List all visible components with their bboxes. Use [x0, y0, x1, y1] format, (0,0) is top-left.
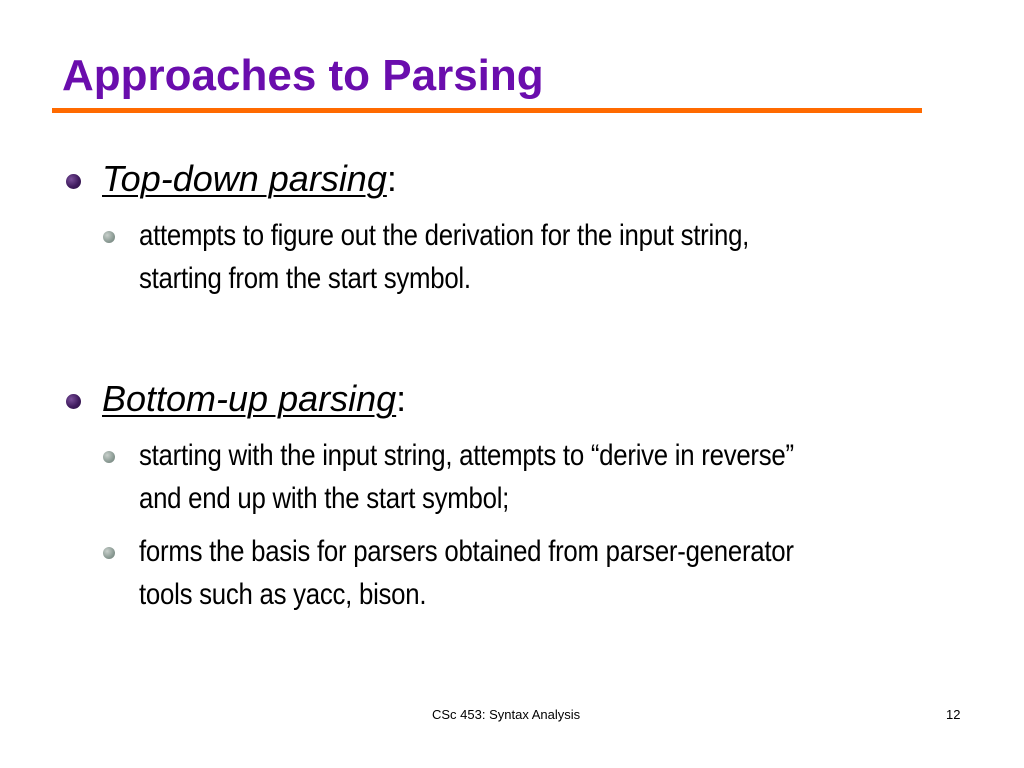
sub-bullet-dot-icon — [103, 547, 115, 559]
bullet-dot-icon — [66, 174, 81, 189]
sub-bullet-line: starting with the input string, attempts to “derive in reverse” — [139, 439, 794, 472]
bullet-bottom-up — [102, 377, 406, 421]
sub-bullet-line: starting from the start symbol. — [139, 262, 471, 295]
bullet-term-suffix: : — [386, 158, 397, 199]
sub-bullet-line: and end up with the start symbol; — [139, 482, 510, 515]
sub-bullet-line: forms the basis for parsers obtained from parser-generator — [139, 535, 794, 568]
page-number: 12 — [946, 707, 961, 722]
slide-title: Approaches to Parsing — [62, 51, 544, 100]
sub-bullet-dot-icon — [103, 231, 115, 243]
sub-bullet-line: tools such as yacc, bison. — [139, 578, 427, 611]
bullet-dot-icon — [66, 394, 81, 409]
title-underline-rule — [52, 108, 922, 113]
bullet-term-suffix: : — [396, 378, 407, 419]
sub-bullet-dot-icon — [103, 451, 115, 463]
footer-course-title: CSc 453: Syntax Analysis — [432, 707, 581, 722]
bullet-term: Top-down parsing — [102, 158, 387, 199]
sub-bullet-line: attempts to figure out the derivation for the input string, — [139, 219, 750, 252]
bullet-top-down — [102, 157, 397, 201]
bullet-term: Bottom-up parsing — [102, 378, 397, 419]
